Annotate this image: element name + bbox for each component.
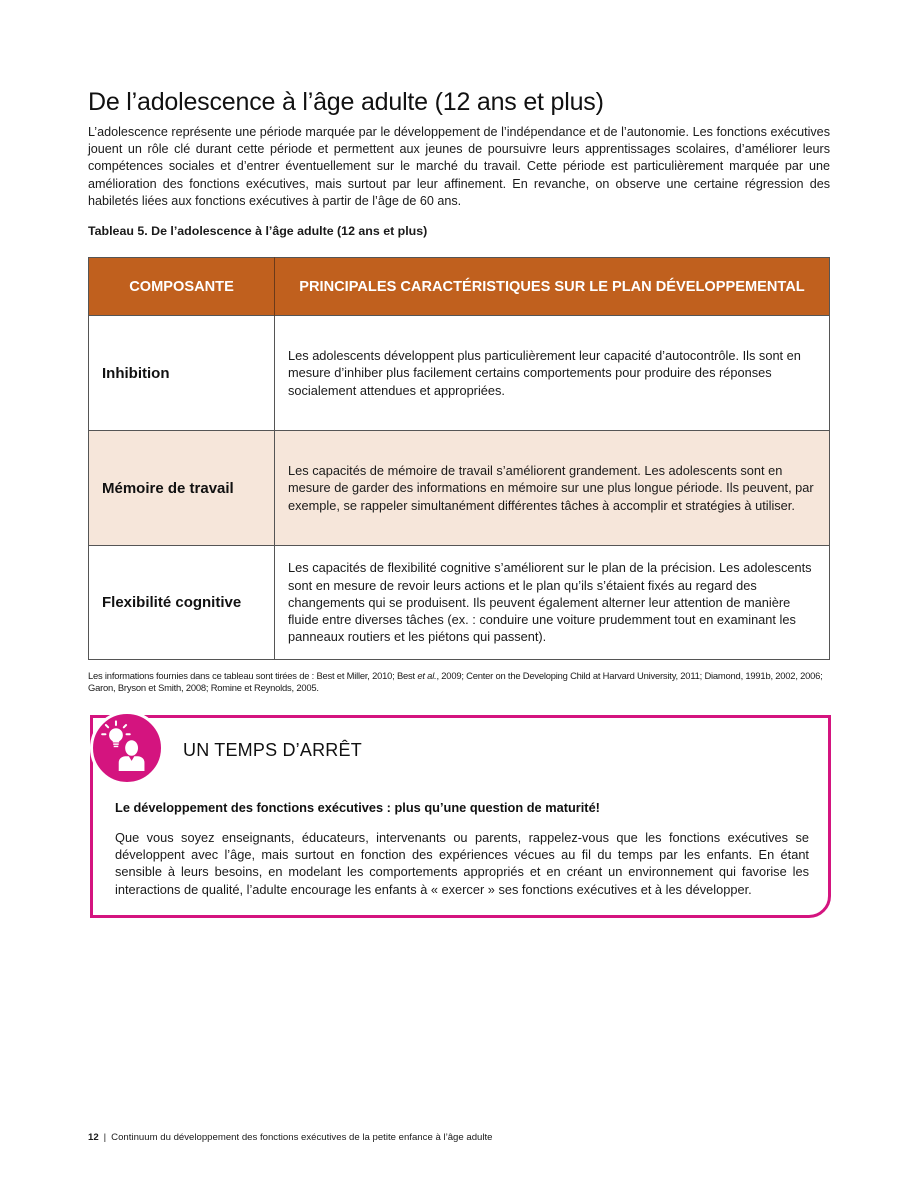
table-sources <box>88 670 830 695</box>
component-description: Les adolescents développent plus particulièrement leur capacité d’autocontrôle. Ils sont en mesure d’inhiber plus facilement certains comportements pour produire des réponses socialement attendues et appropriées. <box>275 316 830 431</box>
component-name: Mémoire de travail <box>89 431 275 546</box>
component-name: Flexibilité cognitive <box>89 546 275 660</box>
page-footer <box>88 1132 493 1143</box>
table-row <box>89 546 830 660</box>
callout-subtitle: Le développement des fonctions exécutives : plus qu’une question de maturité! <box>115 800 600 815</box>
component-description: Les capacités de flexibilité cognitive s’améliorent sur le plan de la précision. Les adolescents sont en mesure de revoir leurs actions et le plan qu’ils s’étaient fixés au regard des changements qui se produisent. Ils peuvent également alterner leur attention de manière fluide entre diverses tâches (ex. : conduire une voiture prudemment tout en examinant les panneaux routiers et les piétons qui passent). <box>275 546 830 660</box>
intro-paragraph: L’adolescence représente une période marquée par le développement de l’indépendance et de l’autonomie. Les fonctions exécutives jouent un rôle clé durant cette période et permettent aux jeunes de poursuivre leurs apprentissages scolaires, d’améliorer leurs compétences sociales et d’entrer éventuellement sur le marché du travail. Cette période est particulièrement marquée par une amélioration des fonctions exécutives, mais surtout par leur affinement. En revanche, on observe une certaine régression des habiletés liées aux fonctions exécutives à partir de l’âge de 60 ans. <box>88 125 830 208</box>
table-header-row <box>89 258 830 316</box>
column-header-characteristics: PRINCIPALES CARACTÉRISTIQUES SUR LE PLAN DÉVELOPPEMENTAL <box>275 258 830 316</box>
table-row <box>89 316 830 431</box>
sources-text: Les informations fournies dans ce tableau sont tirées de : Best et Miller, 2010; Best <box>88 670 418 681</box>
table-caption: Tableau 5. De l’adolescence à l’âge adulte (12 ans et plus) <box>88 224 428 238</box>
footer-separator: | <box>103 1132 107 1143</box>
footer-title: Continuum du développement des fonctions exécutives de la petite enfance à l’âge adulte <box>111 1132 493 1143</box>
page-number: 12 <box>88 1132 99 1143</box>
table-row <box>89 431 830 546</box>
column-header-component: COMPOSANTE <box>89 258 275 316</box>
sources-text-rest: , 2009; Center on the Developing Child at Harvard University, 2011; Diamond, 1991b, 2002, 2006; Garon, Bryson et Smith, 2008; Romine et Reynolds, 2005. <box>88 670 823 694</box>
component-description: Les capacités de mémoire de travail s’améliorent grandement. Les adolescents sont en mesure de garder des informations en mémoire sur une plus longue période. Ils peuvent, par exemple, se rappeler simultanément différentes tâches à accomplir et stratégies à utiliser. <box>275 431 830 546</box>
development-table <box>88 257 830 660</box>
callout-body: Que vous soyez enseignants, éducateurs, intervenants ou parents, rappelez-vous que les fonctions exécutives se développent avec l’âge, mais surtout en fonction des expériences vécues au fil du temps par les enfants. En étant sensible à leurs besoins, en modelant les comportements appropriés et en créant un environnement qui favorise les interactions de qualité, l’adulte encourage les enfants à « exercer » ses fonctions exécutives et à les développer. <box>115 830 809 897</box>
component-name: Inhibition <box>89 316 275 431</box>
page-title: De l’adolescence à l’âge adulte (12 ans et plus) <box>88 88 604 116</box>
lightbulb-person-icon <box>90 711 164 785</box>
callout-title: UN TEMPS D’ARRÊT <box>183 740 362 760</box>
sources-italic: et al. <box>417 670 437 681</box>
